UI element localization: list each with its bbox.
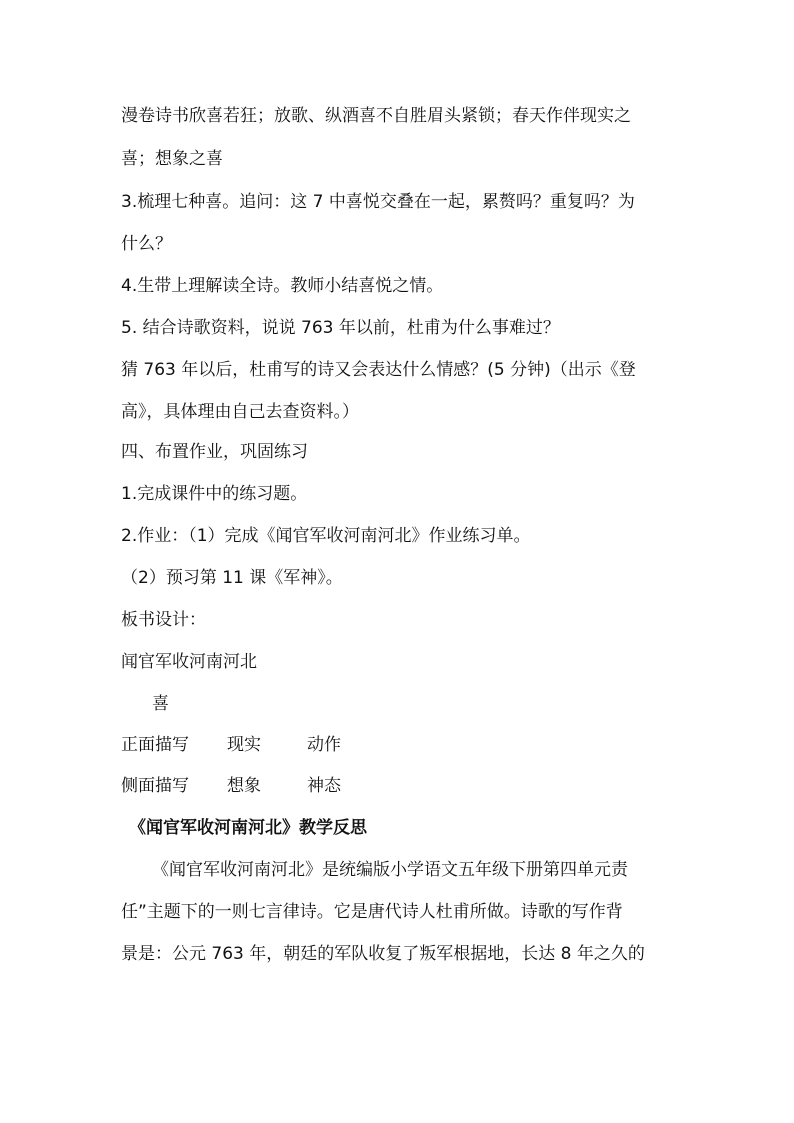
homework-item-1: 1.完成课件中的练习题。	[121, 484, 308, 504]
board-row2-col1: 侧面描写	[121, 776, 189, 796]
body-line-5: 4.生带上理解读全诗。教师小结喜悦之情。	[121, 276, 444, 296]
board-row1-col1: 正面描写	[121, 735, 189, 755]
board-title: 闻官军收河南河北	[121, 652, 257, 672]
body-line-7: 猜 763 年以后，杜甫写的诗又会表达什么情感？(5 分钟)（出示《登	[121, 360, 636, 380]
reflection-title: 《闻官军收河南河北》教学反思	[129, 818, 367, 838]
body-line-4: 什么？	[121, 234, 172, 254]
homework-item-2: 2.作业：（1）完成《闻官军收河南河北》作业练习单。	[121, 526, 531, 546]
board-design-label: 板书设计：	[121, 610, 206, 630]
body-line-3: 3.梳理七种喜。追问：这 7 中喜悦交叠在一起，累赘吗？重复吗？为	[121, 192, 635, 212]
board-row2-col2: 想象	[227, 776, 261, 796]
reflection-line-3: 景是：公元 763 年，朝廷的军队收复了叛军根据地，长达 8 年之久的	[121, 944, 645, 964]
reflection-line-2: 任”主题下的一则七言律诗。它是唐代诗人杜甫所做。诗歌的写作背	[121, 902, 623, 922]
board-center-char: 喜	[152, 694, 169, 714]
homework-item-3: （2）预习第 11 课《军神》。	[121, 568, 343, 588]
body-line-1: 漫卷诗书欣喜若狂；放歌、纵酒喜不自胜眉头紧锁；春天作伴现实之	[121, 106, 631, 126]
board-row1-col3: 动作	[307, 735, 341, 755]
body-line-2: 喜；想象之喜	[121, 149, 223, 169]
board-row1-col2: 现实	[227, 735, 261, 755]
body-line-8: 高》，具体理由自己去查资料。）	[121, 402, 359, 422]
section-heading: 四、布置作业，巩固练习	[121, 442, 308, 462]
board-row2-col3: 神态	[307, 776, 341, 796]
body-line-6: 5. 结合诗歌资料，说说 763 年以前，杜甫为什么事难过？	[121, 318, 560, 338]
reflection-line-1: 《闻官军收河南河北》是统编版小学语文五年级下册第四单元责	[152, 860, 628, 880]
